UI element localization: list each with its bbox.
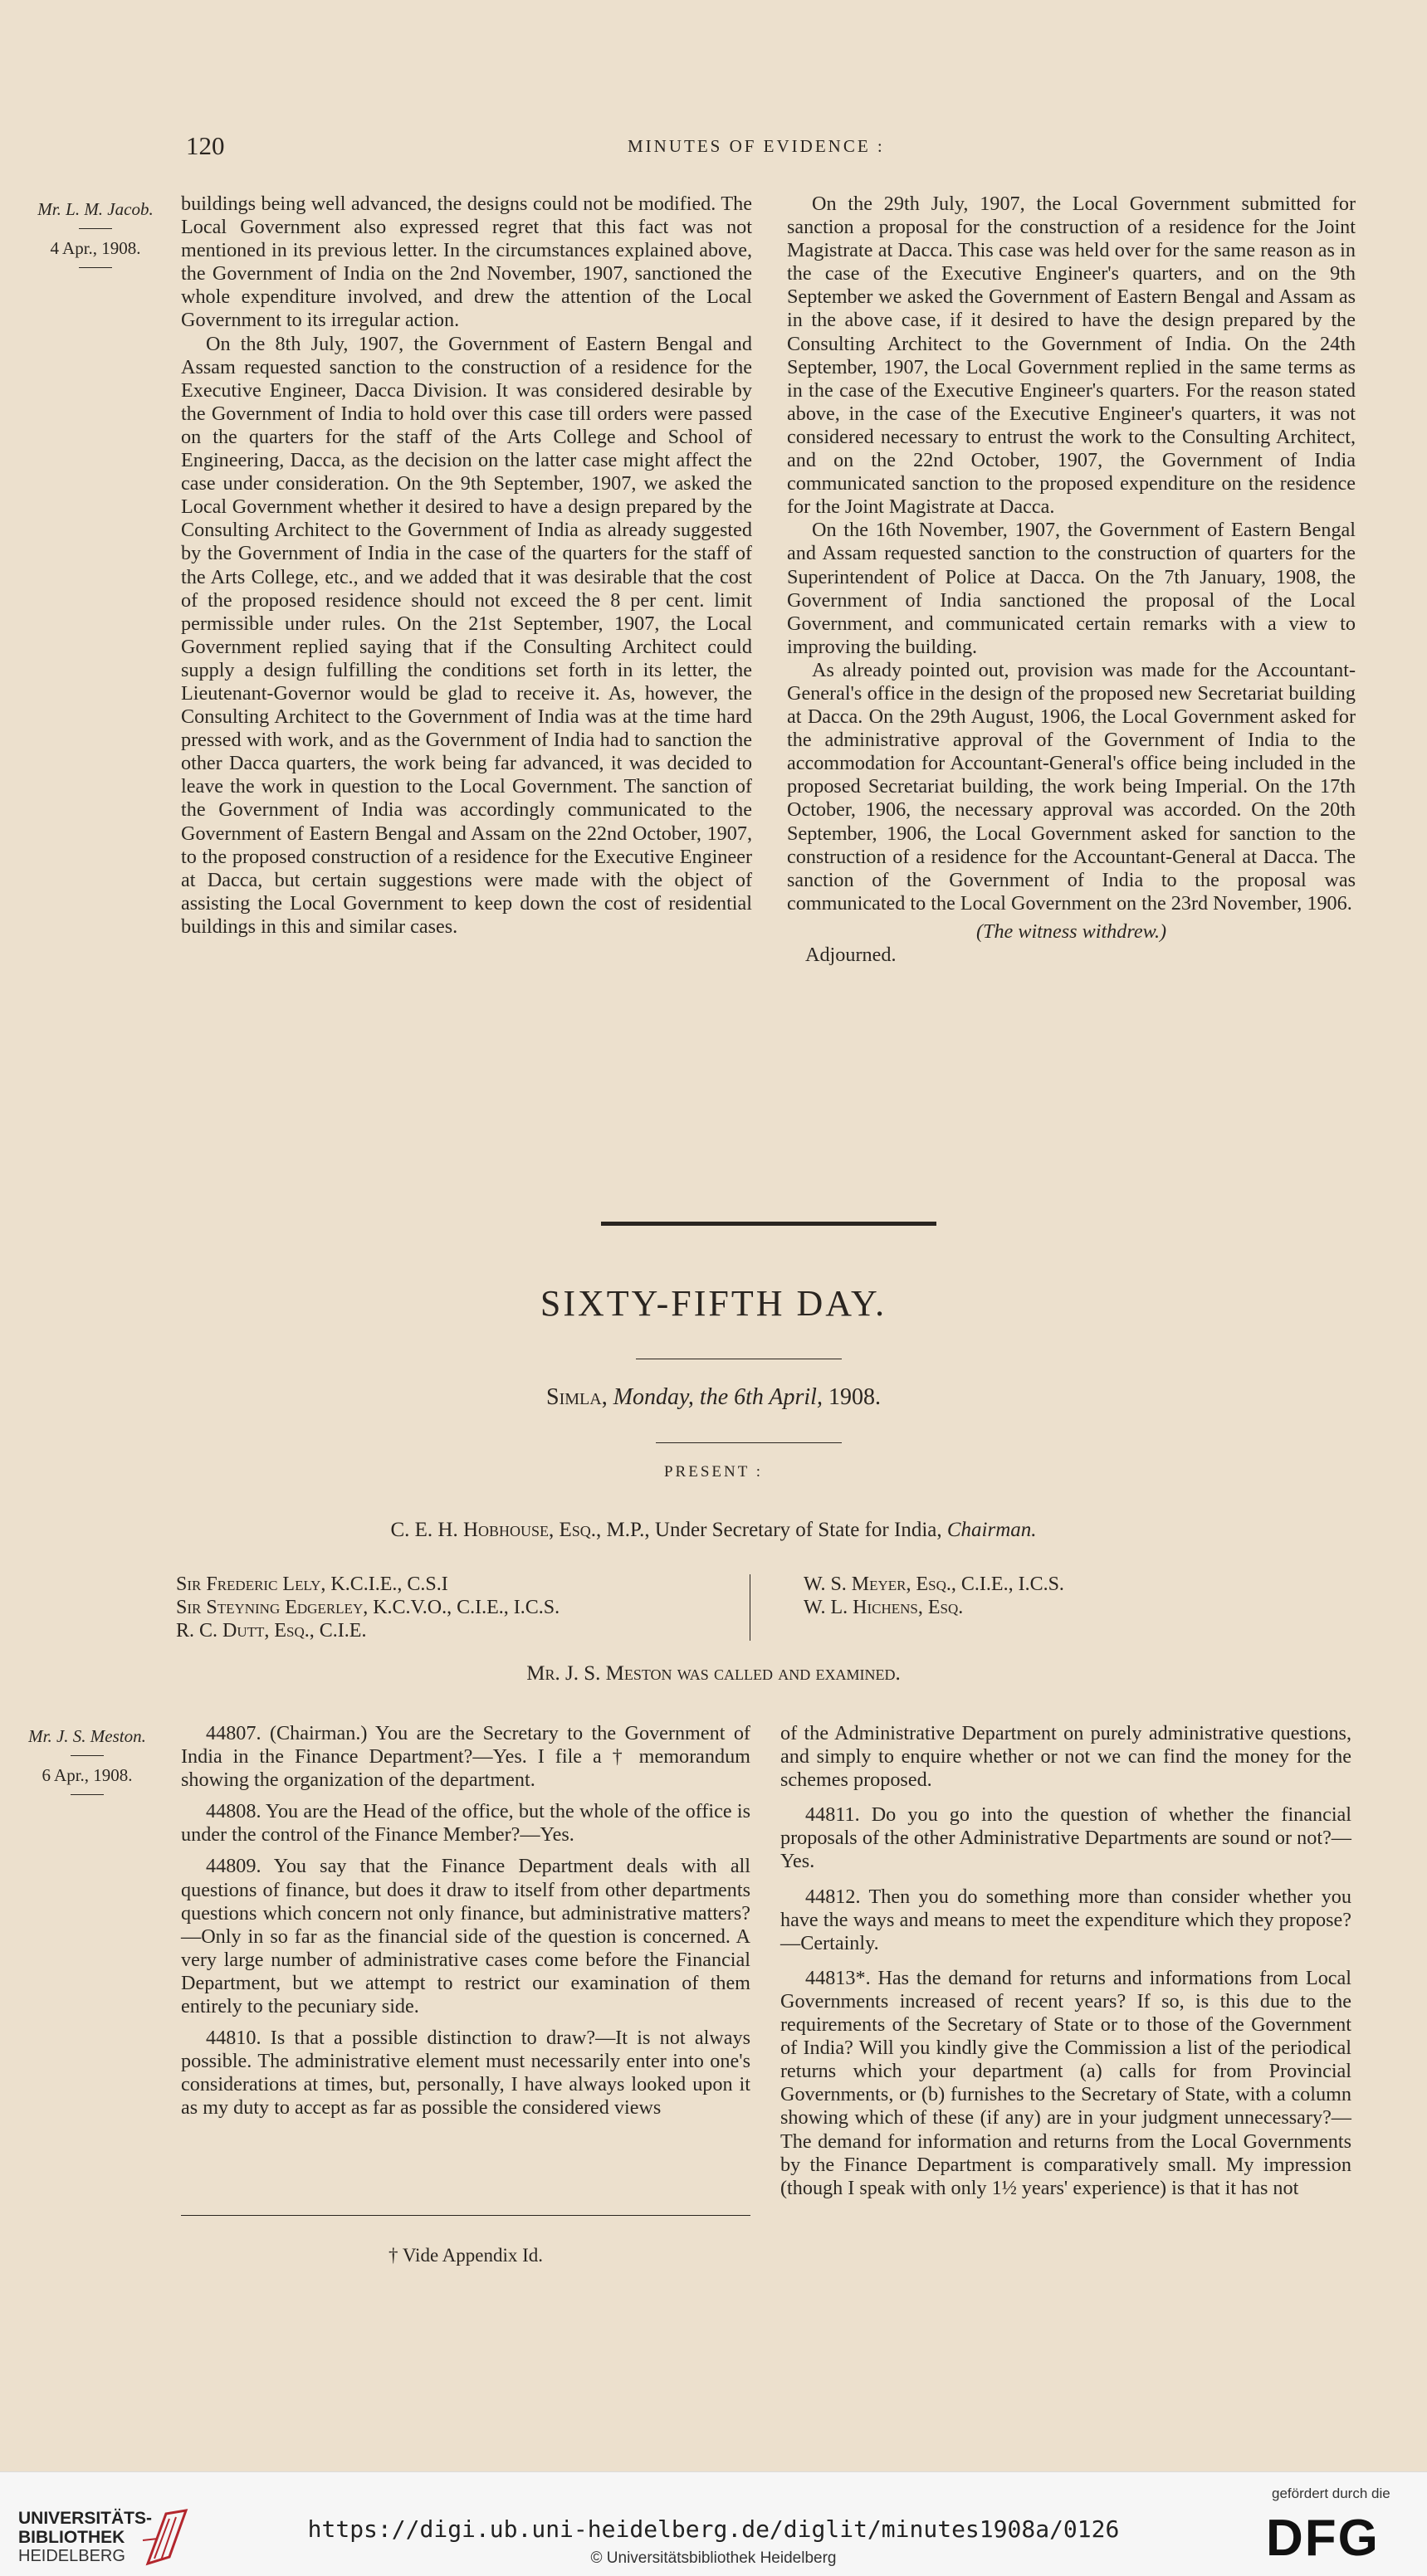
called-line: Mr. J. S. Meston was called and examined.: [526, 1662, 901, 1685]
running-title: MINUTES OF EVIDENCE :: [628, 136, 885, 156]
meeting-place: Simla,: [546, 1384, 608, 1410]
adjourned: Adjourned.: [805, 944, 897, 966]
day-heading: SIXTY-FIFTH DAY.: [540, 1283, 887, 1324]
question-paragraph: 44813*. Has the demand for returns and informations from Local Governments increased of recent years? If so, is this due to the requirements of the Secretary of State or to those of the Government of India? Will you kindly give the Commission a list of the periodical returns which your department (a) calls for from Provincial Governments, or (b) furnishes to the Secretary of State, with a column showing which of these (if any) are in your judgment unnecessary?—The demand for information and returns from the Local Governments by the Finance Department is comparatively small. My impression (though I speak with only 1½ years' experience) is that it has not: [780, 1966, 1351, 2199]
question-paragraph: 44811. Do you go into the question of whether the financial proposals of the other Administrative Departments are sound or not?—Yes.: [780, 1803, 1351, 1873]
dfg-logo[interactable]: DFG: [1266, 2510, 1380, 2567]
question-paragraph: 44810. Is that a possible distinction to draw?—It is not always possible. The administrative element must necessarily enter into one's considerations at times, but, personally, I have always looked upon it as my duty to accept as far as possible the considered views: [181, 2027, 750, 2120]
chairman-title: Chairman.: [946, 1519, 1037, 1541]
library-name-line: HEIDELBERG: [18, 2547, 125, 2565]
meeting-place-date: [0, 1384, 1427, 1411]
members-left: [176, 1573, 560, 1642]
member: Sir Frederic Lely, K.C.I.E., C.S.I: [176, 1573, 448, 1595]
member: W. L. Hichens, Esq.: [804, 1597, 964, 1618]
chairman-line: [0, 1519, 1427, 1542]
chairman-name: C. E. H. Hobhouse, Esq., M.P.,: [390, 1519, 650, 1541]
top-left-column: [181, 193, 752, 939]
meeting-year: 1908.: [828, 1384, 881, 1410]
margin-witness-name: Mr. L. M. Jacob.: [37, 199, 154, 219]
question-paragraph: 44809. You say that the Finance Department deals with all questions of finance, but does it draw to itself from other departments questions which concern not only finance, but administrative matters?—Only in so far as the financial side of the question is concerned. A very large number of administrative cases come before the Financial Department, but we attempt to restrict our examination of them entirely to the pecuniary side.: [181, 1855, 750, 2018]
paragraph: On the 16th November, 1907, the Government of Eastern Bengal and Assam requested sanction to the construction of quarters for the Superintendent of Police at Dacca. On the 7th January, 1908, the Government of India sanctioned the proposal of the Local Government, and communicated certain remarks with a view to improving the building.: [787, 519, 1356, 658]
paragraph: On the 8th July, 1907, the Government of Eastern Bengal and Assam requested sanction to the construction of a residence for the Executive Engineer, Dacca Division. It was considered desirable by the Government of India to hold over this case till orders were passed on the quarters for the staff of the Arts College and School of Engineering, Dacca, as the decision on the latter case might affect the case under consideration. On the 9th September, 1907, we asked the Local Government whether it desired to have a design prepared by the Consulting Architect to the Government of India as already suggested by the Government of India in the case of the quarters for the staff of the Arts College, etc., and we added that it was desirable that the cost of the proposed residence should not exceed the 8 per cent. limit permissible under rules. On the 21st September, 1907, the Local Government replied saying that if the Consulting Architect could supply a design fulfilling the conditions set forth in its letter, the Lieutenant-Governor would be glad to receive it. As, however, the Consulting Architect to the Government of India was at the time hard pressed with work, and as the Government of India had to sanction the other Dacca quarters, the work being far advanced, it was decided to leave the work in question to the Local Government. The sanction of the Government of India was accordingly communicated to the Government of Eastern Bengal and Assam on the 22nd October, 1907, to the proposed construction of a residence for the Executive Engineer at Dacca, but certain suggestions were made with the object of assisting the Local Government to keep down the cost of residential buildings in this and similar cases.: [181, 332, 752, 938]
question-paragraph: 44808. You are the Head of the office, but the whole of the office is under the control of the Finance Member?—Yes.: [181, 1800, 750, 1847]
top-right-column: [787, 193, 1356, 967]
section-divider: [601, 1222, 936, 1226]
paragraph: On the 29th July, 1907, the Local Government submitted for sanction a proposal for the construction of a residence for the Joint Magistrate at Dacca. This case was held over for the same reason as in the case of the Executive Engineer's quarters, and on the 9th September we asked the Government of Eastern Bengal and Assam as in the above case, if it desired to have the design prepared by the Consulting Architect to the Government of India. On the 24th September, 1907, the Local Government replied in the same terms as in the case of the Executive Engineer's quarters. For the reason stated above, in the case of the Executive Engineer's quarters, it was not considered necessary to entrust the work to the Consulting Architect, and on the 22nd October, 1907, the Government of India communicated sanction to the proposed expenditure on the residence for the Joint Magistrate at Dacca.: [787, 193, 1356, 519]
viewer-footer: [0, 2471, 1427, 2576]
footnote: † Vide Appendix Id.: [388, 2245, 543, 2266]
short-rule: [656, 1442, 842, 1443]
margin-date: 6 Apr., 1908.: [42, 1765, 133, 1785]
members-right: [804, 1573, 1064, 1619]
page-number: 120: [186, 131, 225, 160]
margin-dash: [71, 1794, 104, 1795]
library-name-line: BIBLIOTHEK: [18, 2528, 125, 2547]
meeting-date: Monday, the 6th April,: [613, 1384, 823, 1410]
margin-witness-name: Mr. J. S. Meston.: [28, 1726, 146, 1746]
margin-note-top: [33, 199, 158, 277]
permalink[interactable]: https://digi.ub.uni-heidelberg.de/diglit/minutes1908a/0126: [307, 2515, 1120, 2543]
bottom-right-column: [780, 1722, 1351, 2200]
margin-dash: [79, 228, 112, 229]
funder-caption: gefördert durch die: [1272, 2486, 1390, 2501]
paragraph: As already pointed out, provision was made for the Accountant-General's office in the design of the proposed new Secretariat building at Dacca. On the 29th August, 1906, the Local Government asked for the administrative approval of the Government of India to the accommodation for Accountant-General's office being included in the proposed Secretariat building, the work being Imperial. On the 17th October, 1906, the necessary approval was accorded. On the 20th September, 1906, the Local Government asked for sanction to the construction of a residence for the Accountant-General at Dacca. The sanction of the Government of India to the proposal was communicated to the Local Government on the 23rd November, 1906.: [787, 658, 1356, 915]
question-paragraph: 44812. Then you do something more than consider whether you have the ways and means to meet the expenditure which they propose?—Certainly.: [780, 1885, 1351, 1954]
copyright-notice: © Universitätsbibliothek Heidelberg: [590, 2549, 837, 2567]
footnote-rule: [181, 2215, 750, 2216]
question-paragraph: of the Administrative Department on purely administrative questions, and simply to enquire whether or not we can find the money for the schemes proposed.: [780, 1722, 1351, 1792]
bottom-left-column: [181, 1722, 750, 2120]
member: Sir Steyning Edgerley, K.C.V.O., C.I.E., I.C.S.: [176, 1597, 560, 1618]
margin-note-bottom: [25, 1726, 149, 1804]
witness-withdrew: (The witness withdrew.): [975, 920, 1167, 943]
chairman-role: Under Secretary of State for India,: [654, 1519, 942, 1541]
library-name-line: UNIVERSITÄTS-: [18, 2509, 153, 2528]
member: R. C. Dutt, Esq., C.I.E.: [176, 1620, 367, 1642]
member: W. S. Meyer, Esq., C.I.E., I.C.S.: [804, 1573, 1064, 1595]
margin-dash: [79, 267, 112, 268]
margin-date: 4 Apr., 1908.: [50, 238, 141, 258]
present-label: PRESENT :: [663, 1463, 764, 1481]
question-paragraph: 44807. (Chairman.) You are the Secretary to the Government of India in the Finance Department?—Yes. I file a † memorandum showing the organization of the department.: [181, 1722, 750, 1792]
margin-dash: [71, 1755, 104, 1756]
paragraph: buildings being well advanced, the designs could not be modified. The Local Government also expressed regret that this fact was not mentioned in its previous letter. In the circumstances explained above, the Government of India on the 2nd November, 1907, sanctioned the whole expenditure involved, and drew the attention of the Local Government to its irregular action.: [181, 193, 752, 332]
